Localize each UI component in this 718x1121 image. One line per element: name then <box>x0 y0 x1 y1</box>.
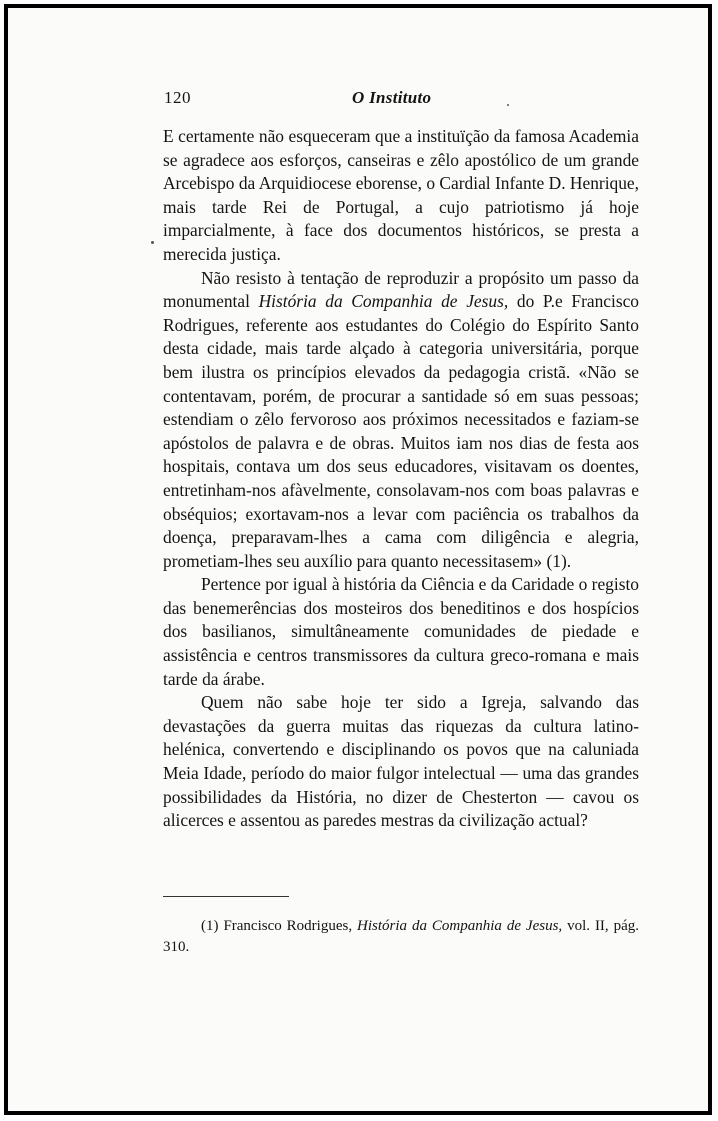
paragraph-3: Pertence por igual à história da Ciência e da Caridade o registo das benemerências dos mosteiros dos beneditinos e dos hospícios dos basilianos, simultâneamente comunidades de piedade e assistência e centros transmissores da cultura greco-romana e mais tarde da árabe. <box>163 574 639 689</box>
book-title: História da Companhia de Jesus, <box>258 291 509 312</box>
footnote-rest: vol. II, pág. 310. <box>163 918 640 955</box>
paragraph-2-text-a: Não resisto à tentação de reproduzir a propósito um passo da monumental <box>163 267 639 312</box>
footnote <box>163 916 639 958</box>
paragraph-1: E certamente não esqueceram que a instituïção da famosa Academia se agradece aos esforços, canseiras e zêlo apostólico de um grande Arcebispo da Arquidiocese eborense, o Cardial Infante D. Henrique, mais tarde Rei de Portugal, a cujo patriotismo já hoje imparcialmente, à face dos documentos históricos, se presta a merecida justiça. <box>163 126 639 264</box>
scan-speck <box>151 241 154 244</box>
footnote-title: História da Companhia de Jesus, <box>357 918 563 934</box>
footnote-reference: (1) <box>546 550 567 571</box>
page-number: 120 <box>164 88 191 107</box>
footnote-author: Francisco Rodrigues, <box>223 918 353 934</box>
paragraph-2 <box>163 267 639 574</box>
footnote-rule <box>163 896 289 897</box>
body-text <box>163 125 639 833</box>
scan-speck <box>507 104 509 106</box>
paragraph-2-end: . <box>566 550 572 571</box>
paragraph-4: Quem não sabe hoje ter sido a Igreja, salvando das devastações da guerra muitas das riquezas da cultura latino-helénica, convertendo e disciplinando os povos que na caluniada Meia Idade, período do maior fulgor intelectual — uma das grandes possibilidades da História, no dizer de Chesterton — cavou os alicerces e assentou as paredes mestras da civilização actual? <box>163 692 639 831</box>
footnote-mark: (1) <box>201 918 219 934</box>
running-title: O Instituto <box>352 88 432 107</box>
paragraph-2-text-b: do P.e Francisco Rodrigues, referente aos estudantes do Colégio do Espírito Santo desta cidade, mais tarde alçado à categoria universitária, porque bem ilustra os princípios elevados da pedagogia cristã. «Não se contentavam, porém, de procurar a santidade só em suas pessoas; estendiam o zêlo fervoroso aos próximos necessitados e faziam-se apóstolos de palavra e de obras. Muitos iam nos dias de festa aos hospitais, contava um dos seus educadores, visitavam os doentes, entretinham-nos afàvelmente, consolavam-nos com boas palavras e obséquios; exortavam-nos a levar com paciência os trabalhos da doença, preparavam-lhes a cama com diligência e alegria, prometiam-lhes seu auxílio para quanto necessitasem» <box>163 291 640 571</box>
